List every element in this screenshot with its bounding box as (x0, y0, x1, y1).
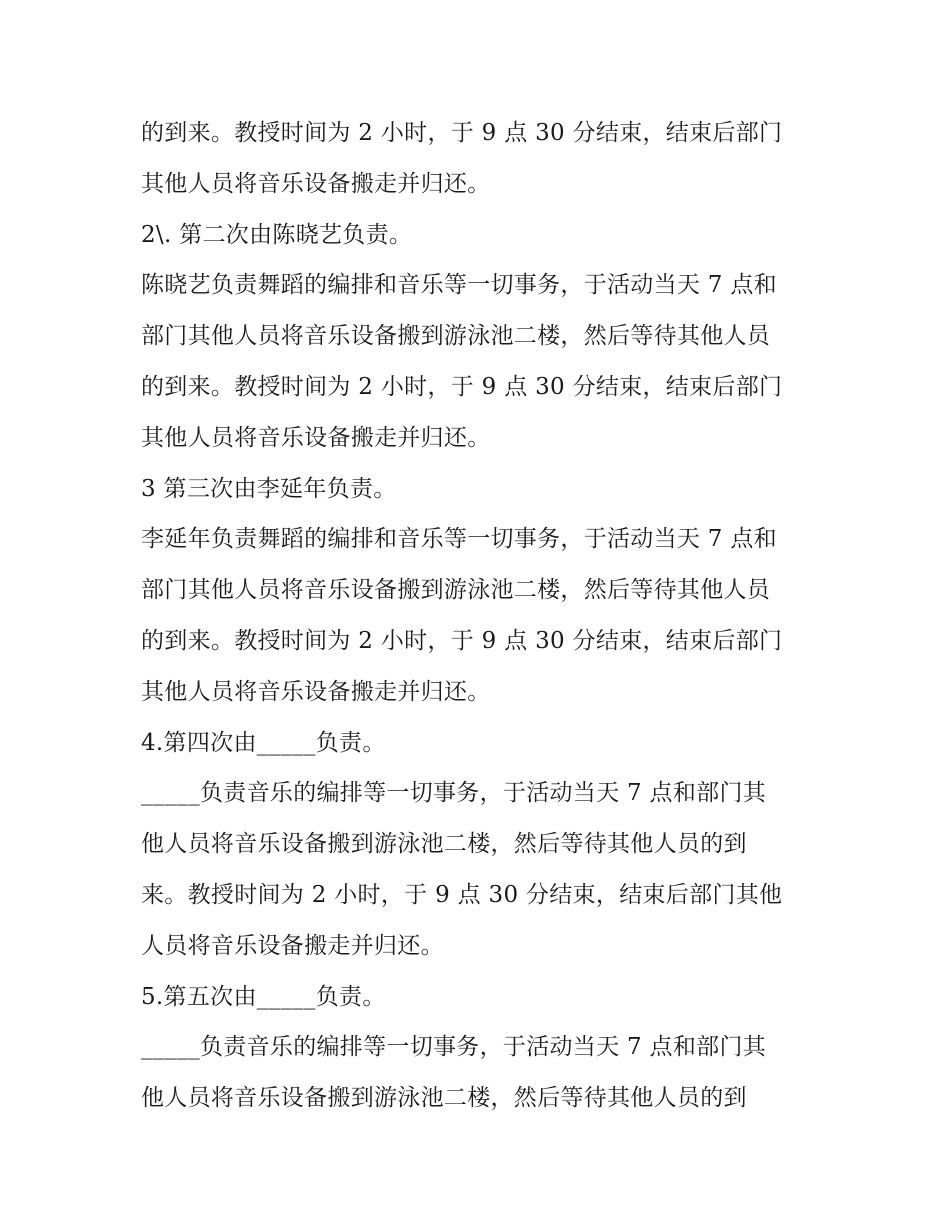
text-line: 的到来。教授时间为 2 小时，于 9 点 30 分结束，结束后部门 (141, 627, 783, 654)
section-heading-3: 3 第三次由李延年负责。 (141, 475, 397, 502)
text-line: _____负责音乐的编排等一切事务，于活动当天 7 点和部门其 (141, 780, 767, 807)
text-line: 来。教授时间为 2 小时，于 9 点 30 分结束，结束后部门其他 (141, 881, 783, 908)
text-line: _____负责音乐的编排等一切事务，于活动当天 7 点和部门其 (141, 1034, 767, 1061)
text-line: 人员将音乐设备搬走并归还。 (141, 932, 444, 959)
section-heading-4: 4.第四次由_____负责。 (141, 729, 386, 756)
text-line: 他人员将音乐设备搬到游泳池二楼，然后等待其他人员的到 (141, 1085, 747, 1112)
text-line: 的到来。教授时间为 2 小时，于 9 点 30 分结束，结束后部门 (141, 373, 783, 400)
section-heading-5: 5.第五次由_____负责。 (141, 983, 386, 1010)
text-line: 其他人员将音乐设备搬走并归还。 (141, 170, 491, 197)
text-line: 部门其他人员将音乐设备搬到游泳池二楼，然后等待其他人员 (141, 323, 771, 350)
text-line: 陈晓艺负责舞蹈的编排和音乐等一切事务，于活动当天 7 点和 (141, 272, 777, 299)
document-body (141, 108, 821, 1124)
text-line: 其他人员将音乐设备搬走并归还。 (141, 424, 491, 451)
text-line: 部门其他人员将音乐设备搬到游泳池二楼，然后等待其他人员 (141, 577, 771, 604)
text-line: 他人员将音乐设备搬到游泳池二楼，然后等待其他人员的到 (141, 831, 747, 858)
section-heading-2: 2\. 第二次由陈晓艺负责。 (141, 221, 413, 248)
text-line: 的到来。教授时间为 2 小时，于 9 点 30 分结束，结束后部门 (141, 120, 783, 146)
text-line: 李延年负责舞蹈的编排和音乐等一切事务，于活动当天 7 点和 (141, 526, 777, 553)
text-line: 其他人员将音乐设备搬走并归还。 (141, 678, 491, 705)
